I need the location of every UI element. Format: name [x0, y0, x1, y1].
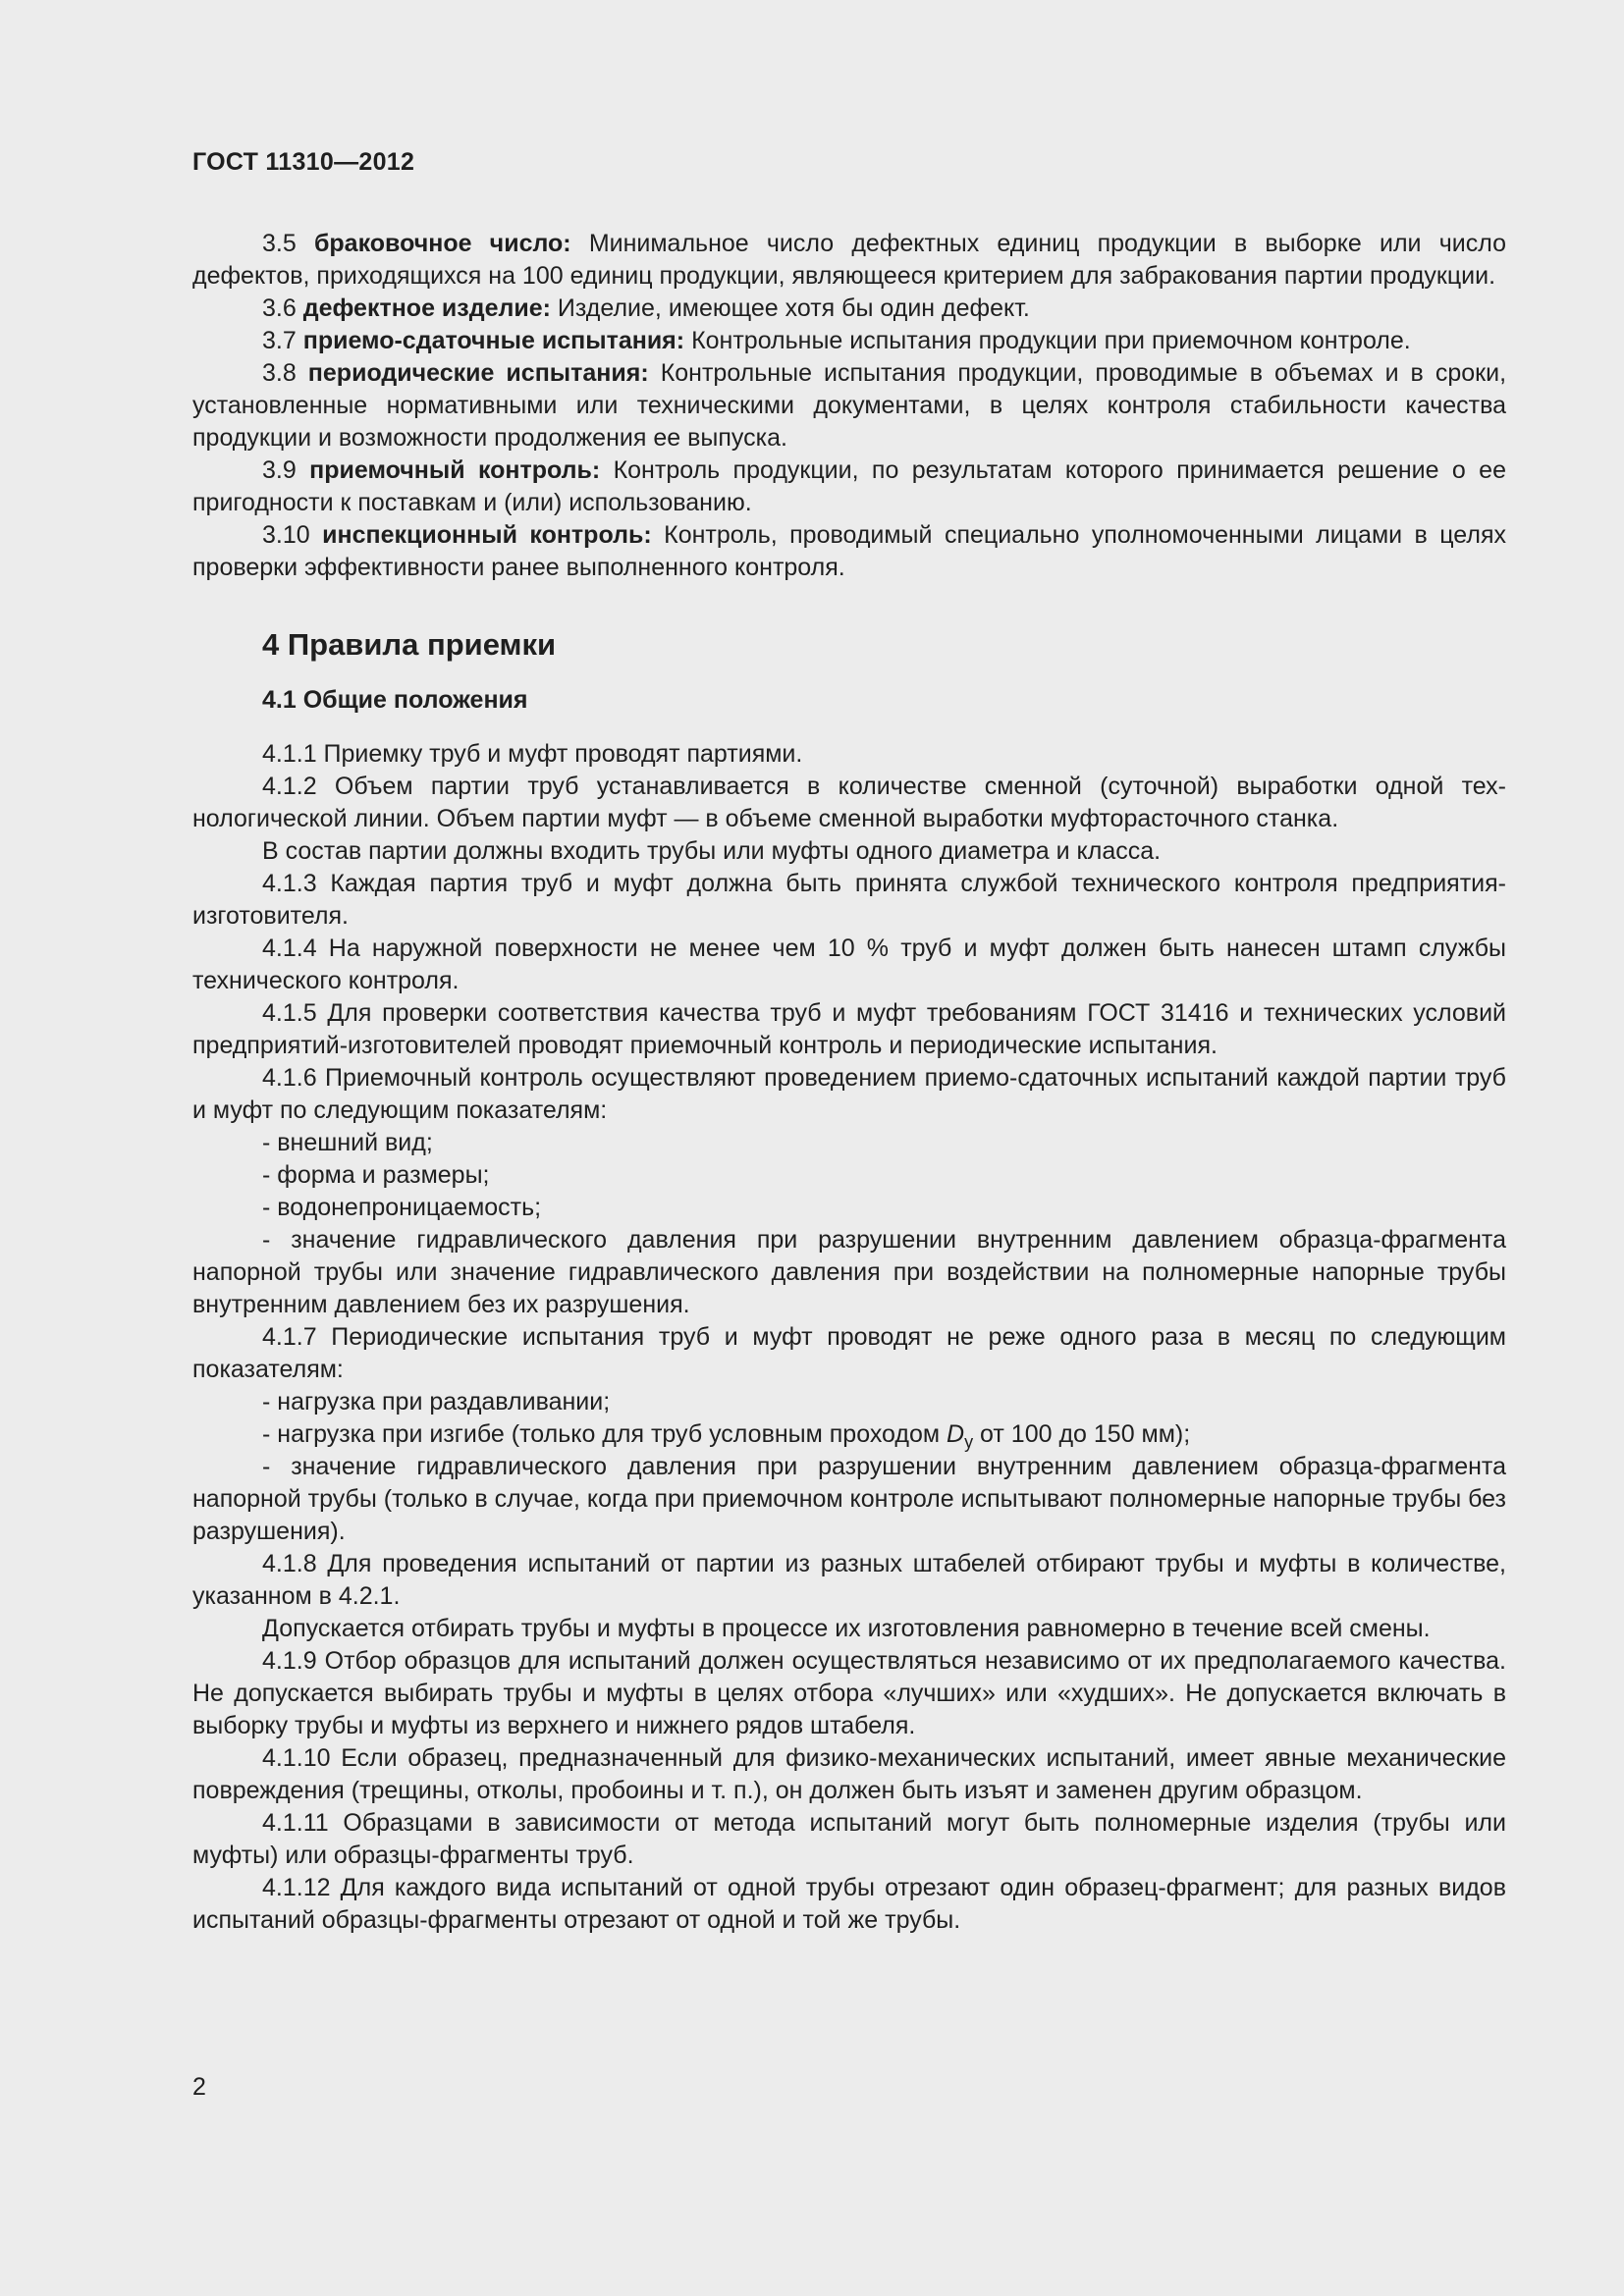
paragraph: 4.1.1 Приемку труб и муфт проводят партиями.: [262, 740, 803, 768]
definition-3-5: 3.5 браковочное число: Минимальное число дефектных единиц продукции в выборке или число дефектов, приходящихся на 100 единиц продукции, являющееся критерием для забракования партии продукции.: [192, 230, 1506, 290]
definition-term: инспекционный контроль:: [322, 521, 652, 549]
definition-term: приемо-сдаточные испытания:: [302, 327, 685, 354]
section-body: [192, 738, 1506, 1937]
list-item: - водонепроницаемость;: [262, 1194, 542, 1221]
section-title: 4 Правила приемки: [262, 627, 557, 662]
paragraph: 4.1.4 На наружной поверхности не менее чем 10 % труб и муфт должен быть нанесен штамп службы технического контроля.: [192, 934, 1506, 994]
definition-term: периодические испытания:: [307, 359, 649, 387]
list-item: - нагрузка при раздавливании;: [262, 1388, 611, 1415]
definition-text: Минимальное число дефектных единиц продукции в выборке или число дефектов, приходящихся на 100 единиц продукции, являющееся критерием для забракования партии продукции.: [192, 230, 1506, 290]
definition-term: браковочное число:: [313, 230, 571, 257]
paragraph: 4.1.8 Для проведения испытаний от партии из разных штабелей отбирают трубы и муфты в количестве, указанном в 4.2.1.: [192, 1550, 1506, 1610]
paragraph: 4.1.3 Каждая партия труб и муфт должна быть принята службой технического контроля предприятия-изготовителя.: [192, 870, 1506, 930]
nominal-diameter-subscript: у: [964, 1432, 974, 1452]
definition-3-9: 3.9 приемочный контроль: Контроль продукции, по результатам которого принимается решение о ее пригодности к поставкам и (или) использованию.: [192, 456, 1506, 516]
list-item-bend: - нагрузка при изгибе (только для труб условным проходом $D_у$ от 100 до 150 мм);: [262, 1420, 1191, 1452]
paragraph: 4.1.6 Приемочный контроль осуществляют проведением приемо-сдаточных испытаний каждой партии труб и муфт по следующим показателям:: [192, 1064, 1506, 1124]
paragraph: 4.1.11 Образцами в зависимости от метода испытаний могут быть полномерные изделия (трубы или муфты) или образцы-фрагменты труб.: [192, 1809, 1506, 1869]
definition-term: приемочный контроль:: [309, 456, 601, 484]
definition-text: Контрольные испытания продукции, проводимые в объемах и в сроки, установленные нормативными или техническими документами, в целях контроля стабильности качества продукции и возможности продолжения ее выпуска.: [192, 359, 1507, 452]
paragraph: Допускается отбирать трубы и муфты в процессе их изготовления равномерно в течение всей смены.: [262, 1615, 1431, 1642]
definition-term: дефектное изделие:: [302, 294, 551, 322]
list-item: - внешний вид;: [262, 1129, 433, 1156]
definition-text: Контроль продукции, по результатам которого принимается решение о ее пригодности к поставкам и (или) использованию.: [192, 456, 1506, 516]
definition-text: Контрольные испытания продукции при приемочном контроле.: [691, 327, 1411, 354]
document-page: [192, 145, 1506, 1937]
paragraph: 4.1.10 Если образец, предназначенный для физико-механических испытаний, имеет явные механические повреждения (трещины, отколы, пробоины и т. п.), он должен быть изъят и заменен другим образцом.: [192, 1744, 1506, 1804]
definition-text: Изделие, имеющее хотя бы один дефект.: [557, 294, 1030, 322]
definition-text: Контроль, проводимый специально уполномоченными лицами в целях проверки эффективности ранее выполненного контроля.: [192, 521, 1506, 581]
nominal-diameter-symbol: D: [947, 1420, 965, 1448]
list-item: - форма и размеры;: [262, 1161, 490, 1189]
page-number: 2: [192, 2073, 206, 2101]
document-header: ГОСТ 11310—2012: [192, 148, 415, 176]
subsection-title: 4.1 Общие положения: [262, 686, 528, 714]
paragraph: 4.1.7 Периодические испытания труб и муфт проводят не реже одного раза в месяц по следующим показателям:: [192, 1323, 1506, 1383]
definition-3-7: 3.7 приемо-сдаточные испытания: Контрольные испытания продукции при приемочном контроле.: [262, 327, 1411, 354]
definition-3-10: 3.10 инспекционный контроль: Контроль, проводимый специально уполномоченными лицами в целях проверки эффективности ранее выполненного контроля.: [192, 521, 1506, 581]
paragraph: 4.1.9 Отбор образцов для испытаний должен осуществляться независимо от их предполагаемого качества. Не допускается выбирать трубы и муфты в целях отбора «лучших» или «худших». Не допускается включать в выборку трубы и муфты из верхнего и нижнего рядов штабеля.: [192, 1647, 1506, 1739]
paragraph: 4.1.5 Для проверки соответствия качества труб и муфт требованиям ГОСТ 31416 и технических условий предприятий-изготовителей проводят приемочный контроль и периодические испытания.: [192, 999, 1506, 1059]
definition-3-6: 3.6 дефектное изделие: Изделие, имеющее хотя бы один дефект.: [262, 294, 1030, 322]
paragraph: В состав партии должны входить трубы или муфты одного диаметра и класса.: [262, 837, 1162, 865]
definition-3-8: 3.8 периодические испытания: Контрольные испытания продукции, проводимые в объемах и в сроки, установленные нормативными или техническими документами, в целях контроля стабильности качества продукции и возможности продолжения ее выпуска.: [192, 359, 1507, 452]
list-item: - значение гидравлического давления при разрушении внутренним давлением образца-фрагмента напорной трубы или значение гидравлического давления при воздействии на полномерные напорные трубы внутренним давлением без их разрушения.: [192, 1226, 1506, 1318]
list-item: - значение гидравлического давления при разрушении внутренним давлением образца-фрагмента напорной трубы (только в случае, когда при приемочном контроле испытывают полномерные напорные трубы без разрушения).: [192, 1453, 1506, 1545]
paragraph: 4.1.2 Объем партии труб устанавливается в количестве сменной (суточной) выработки одной технологической линии. Объем партии муфт — в объеме сменной выработки муфторасточного станка.: [192, 773, 1506, 832]
paragraph: 4.1.12 Для каждого вида испытаний от одной трубы отрезают один образец-фрагмент; для разных видов испытаний образцы-фрагменты отрезают от одной и той же трубы.: [192, 1874, 1506, 1934]
definitions-block: [192, 228, 1506, 584]
